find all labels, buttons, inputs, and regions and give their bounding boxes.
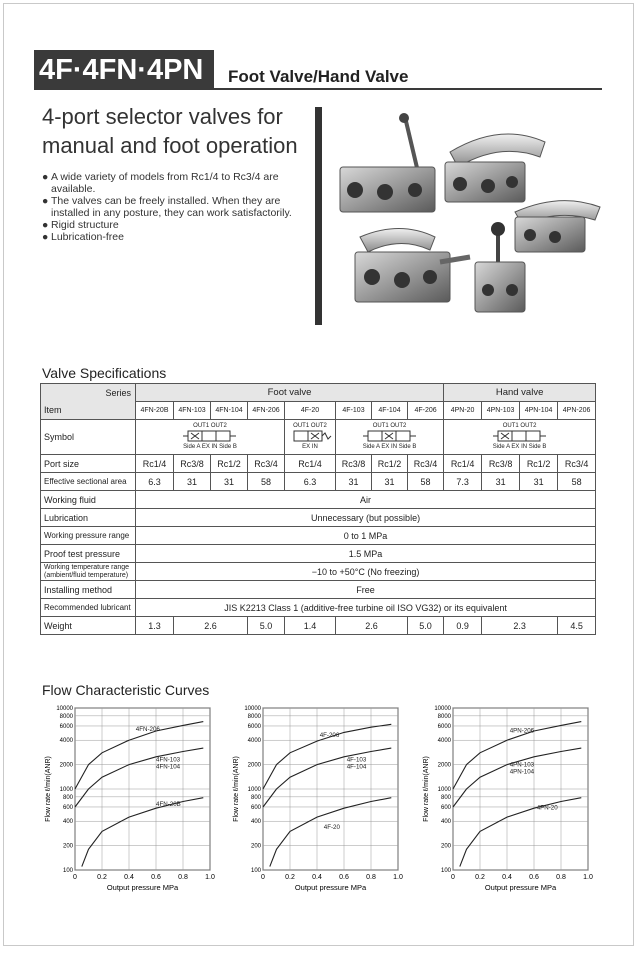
y-tick-label: 2000 (247, 762, 261, 769)
weight-cell: 2.6 (174, 617, 248, 635)
spec-table (40, 383, 596, 635)
flow-chart-4fn-svg (40, 700, 220, 895)
x-axis-label: Output pressure MPa (484, 883, 557, 892)
valve-symbol: OUT1 OUT2 Side A EX IN Side B (336, 420, 444, 455)
sectional-area-cell: 31 (482, 473, 520, 491)
sectional-area-cell: 31 (336, 473, 372, 491)
y-tick-label: 600 (250, 804, 261, 811)
valve-symbol: OUT1 OUT2 Side A EX IN Side B (444, 420, 596, 455)
model-header: 4F-104 (372, 402, 408, 420)
model-header: 4PN-104 (520, 402, 558, 420)
x-tick-label: 0.4 (312, 874, 322, 881)
model-header: 4PN-206 (558, 402, 596, 420)
weight-cell: 2.3 (482, 617, 558, 635)
feature-item: ● Lubrication-free (42, 231, 124, 243)
flow-chart-4pn-svg (418, 700, 598, 895)
sectional-area-label: Effective sectional area (41, 473, 136, 491)
port-size-cell: Rc1/4 (285, 455, 336, 473)
port-size-cell: Rc3/4 (408, 455, 444, 473)
photo-divider (315, 107, 322, 325)
series-label: 4FN-104 (156, 763, 181, 771)
x-tick-label: 0.6 (151, 874, 161, 881)
series-label: 4F-206 (319, 731, 340, 739)
sectional-area-cell: 58 (248, 473, 285, 491)
flow-chart-4f (228, 700, 408, 895)
y-tick-label: 4000 (247, 738, 261, 745)
foot-valve-header: Foot valve (136, 384, 444, 402)
y-tick-label: 8000 (247, 713, 261, 720)
series-line (460, 798, 582, 867)
bullet-icon: ● (42, 231, 49, 243)
series-label: Series (41, 384, 136, 402)
sectional-area-cell: 6.3 (285, 473, 336, 491)
headline (42, 102, 298, 160)
category-title: Foot Valve/Hand Valve (228, 67, 409, 86)
y-tick-label: 200 (62, 843, 73, 850)
y-tick-label: 1000 (247, 787, 261, 793)
bullet-icon: ● (42, 195, 49, 207)
model-header: 4PN-20 (444, 402, 482, 420)
flow-chart-4fn (40, 700, 220, 895)
valve-symbol: OUT1 OUT2 EX IN (285, 420, 336, 455)
y-tick-label: 600 (62, 804, 73, 811)
series-line (270, 798, 392, 867)
feature-item: ● A wide variety of models from Rc1/4 to Rc3/4 are available. (42, 171, 279, 195)
series-line (453, 748, 581, 807)
y-tick-label: 100 (440, 868, 451, 874)
model-header: 4FN-20B (136, 402, 174, 420)
x-tick-label: 0 (73, 874, 77, 881)
model-header: 4PN-103 (482, 402, 520, 420)
series-line (75, 748, 203, 807)
x-tick-label: 0.4 (124, 874, 134, 881)
series-label: 4PN-206 (509, 727, 535, 735)
y-tick-label: 800 (250, 794, 261, 801)
working-fluid-value: Air (136, 491, 596, 509)
y-tick-label: 10000 (56, 706, 73, 712)
model-header: 4FN-206 (248, 402, 285, 420)
sectional-area-cell: 58 (558, 473, 596, 491)
working-pressure-value: 0 to 1 MPa (136, 527, 596, 545)
working-fluid-label: Working fluid (41, 491, 136, 509)
valve-symbol-icon (490, 430, 550, 442)
y-tick-label: 100 (62, 868, 73, 874)
lubricant-label: Recommended lubricant (41, 599, 136, 617)
model-header: 4F-103 (336, 402, 372, 420)
y-tick-label: 400 (440, 819, 451, 826)
bullet-icon: ● (42, 219, 49, 231)
series-label: 4FN-103 (156, 756, 181, 764)
series-line (263, 748, 391, 807)
bullet-icon: ● (42, 171, 49, 183)
x-tick-label: 0.2 (475, 874, 485, 881)
x-tick-label: 1.0 (205, 874, 215, 881)
series-line (82, 798, 204, 867)
y-tick-label: 600 (440, 804, 451, 811)
sectional-area-cell: 31 (372, 473, 408, 491)
port-size-cell: Rc1/4 (136, 455, 174, 473)
y-tick-label: 400 (250, 819, 261, 826)
x-axis-label: Output pressure MPa (294, 883, 367, 892)
feature-list (42, 171, 307, 243)
y-tick-label: 2000 (59, 762, 73, 769)
x-tick-label: 0.8 (556, 874, 566, 881)
series-label: 4F-20 (323, 824, 340, 832)
flow-chart-4pn (418, 700, 598, 895)
weight-cell: 1.4 (285, 617, 336, 635)
weight-cell: 0.9 (444, 617, 482, 635)
temperature-value: −10 to +50°C (No freezing) (136, 563, 596, 581)
weight-label: Weight (41, 617, 136, 635)
model-title: 4F·4FN·4PN (34, 50, 214, 90)
item-label: Item (41, 402, 136, 420)
header-rule (214, 88, 602, 90)
port-size-cell: Rc1/2 (372, 455, 408, 473)
y-tick-label: 100 (250, 868, 261, 874)
x-tick-label: 0.8 (178, 874, 188, 881)
lubricant-value: JIS K2213 Class 1 (additive-free turbine oil ISO VG32) or its equivalent (136, 599, 596, 617)
port-size-cell: Rc3/8 (174, 455, 211, 473)
sectional-area-cell: 31 (520, 473, 558, 491)
y-tick-label: 6000 (59, 723, 73, 730)
model-header: 4F-20 (285, 402, 336, 420)
port-size-cell: Rc1/4 (444, 455, 482, 473)
port-size-label: Port size (41, 455, 136, 473)
sectional-area-cell: 7.3 (444, 473, 482, 491)
series-label: 4F-103 (346, 756, 367, 764)
port-size-cell: Rc1/2 (211, 455, 248, 473)
model-header: 4FN-104 (211, 402, 248, 420)
sectional-area-cell: 6.3 (136, 473, 174, 491)
proof-pressure-label: Proof test pressure (41, 545, 136, 563)
y-tick-label: 800 (62, 794, 73, 801)
x-tick-label: 0.2 (285, 874, 295, 881)
y-tick-label: 400 (62, 819, 73, 826)
valve-symbol: OUT1 OUT2 Side A EX IN Side B (136, 420, 285, 455)
weight-cell: 5.0 (248, 617, 285, 635)
feature-item: ● The valves can be freely installed. When they are installed in any posture, they can work satisfactorily. (42, 195, 292, 219)
weight-cell: 4.5 (558, 617, 596, 635)
y-tick-label: 800 (440, 794, 451, 801)
symbol-label: Symbol (41, 420, 136, 455)
series-label: 4FN-206 (135, 726, 160, 734)
x-tick-label: 0.4 (502, 874, 512, 881)
installing-method-value: Free (136, 581, 596, 599)
valve-symbol-icon (288, 430, 332, 442)
y-tick-label: 200 (250, 843, 261, 850)
y-tick-label: 1000 (59, 787, 73, 793)
model-header: 4FN-103 (174, 402, 211, 420)
y-tick-label: 10000 (434, 706, 451, 712)
lubrication-value: Unnecessary (but possible) (136, 509, 596, 527)
product-photo (330, 112, 605, 327)
weight-cell: 5.0 (408, 617, 444, 635)
y-axis-label: Flow rate ℓ/min(ANR) (233, 756, 240, 822)
port-size-cell: Rc1/2 (520, 455, 558, 473)
series-label: 4PN-20 (536, 804, 558, 812)
series-label: 4FN-20B (156, 800, 181, 808)
y-axis-label: Flow rate ℓ/min(ANR) (423, 756, 430, 822)
headline-line-2: manual and foot operation (42, 133, 298, 158)
y-tick-label: 4000 (437, 738, 451, 745)
port-size-cell: Rc3/4 (558, 455, 596, 473)
proof-pressure-value: 1.5 MPa (136, 545, 596, 563)
weight-cell: 2.6 (336, 617, 408, 635)
sectional-area-cell: 58 (408, 473, 444, 491)
x-tick-label: 1.0 (583, 874, 593, 881)
y-tick-label: 8000 (59, 713, 73, 720)
y-tick-label: 2000 (437, 762, 451, 769)
y-tick-label: 10000 (244, 706, 261, 712)
x-tick-label: 0.2 (97, 874, 107, 881)
x-tick-label: 0 (451, 874, 455, 881)
y-tick-label: 200 (440, 843, 451, 850)
lubrication-label: Lubrication (41, 509, 136, 527)
sectional-area-cell: 31 (174, 473, 211, 491)
x-axis-label: Output pressure MPa (106, 883, 179, 892)
y-tick-label: 1000 (437, 787, 451, 793)
series-label: 4PN-103 (509, 761, 535, 769)
valve-symbol-icon (180, 430, 240, 442)
weight-cell: 1.3 (136, 617, 174, 635)
y-tick-label: 4000 (59, 738, 73, 745)
flow-title: Flow Characteristic Curves (42, 682, 210, 698)
spec-title: Valve Specifications (42, 365, 167, 381)
sectional-area-cell: 31 (211, 473, 248, 491)
port-size-cell: Rc3/4 (248, 455, 285, 473)
port-size-cell: Rc3/8 (336, 455, 372, 473)
x-tick-label: 1.0 (393, 874, 403, 881)
x-tick-label: 0 (261, 874, 265, 881)
y-tick-label: 6000 (247, 723, 261, 730)
x-tick-label: 0.6 (339, 874, 349, 881)
series-label: 4PN-104 (509, 768, 535, 776)
port-size-cell: Rc3/8 (482, 455, 520, 473)
temperature-label: Working temperature range (ambient/fluid temperature) (41, 563, 136, 581)
y-tick-label: 8000 (437, 713, 451, 720)
installing-method-label: Installing method (41, 581, 136, 599)
hand-valve-header: Hand valve (444, 384, 596, 402)
x-tick-label: 0.6 (529, 874, 539, 881)
working-pressure-label: Working pressure range (41, 527, 136, 545)
series-label: 4F-104 (346, 763, 367, 771)
y-axis-label: Flow rate ℓ/min(ANR) (45, 756, 52, 822)
headline-line-1: 4-port selector valves for (42, 104, 283, 129)
valve-symbol-icon (360, 430, 420, 442)
x-tick-label: 0.8 (366, 874, 376, 881)
model-header: 4F-206 (408, 402, 444, 420)
feature-item: ● Rigid structure (42, 219, 119, 231)
y-tick-label: 6000 (437, 723, 451, 730)
flow-chart-4f-svg (228, 700, 408, 895)
